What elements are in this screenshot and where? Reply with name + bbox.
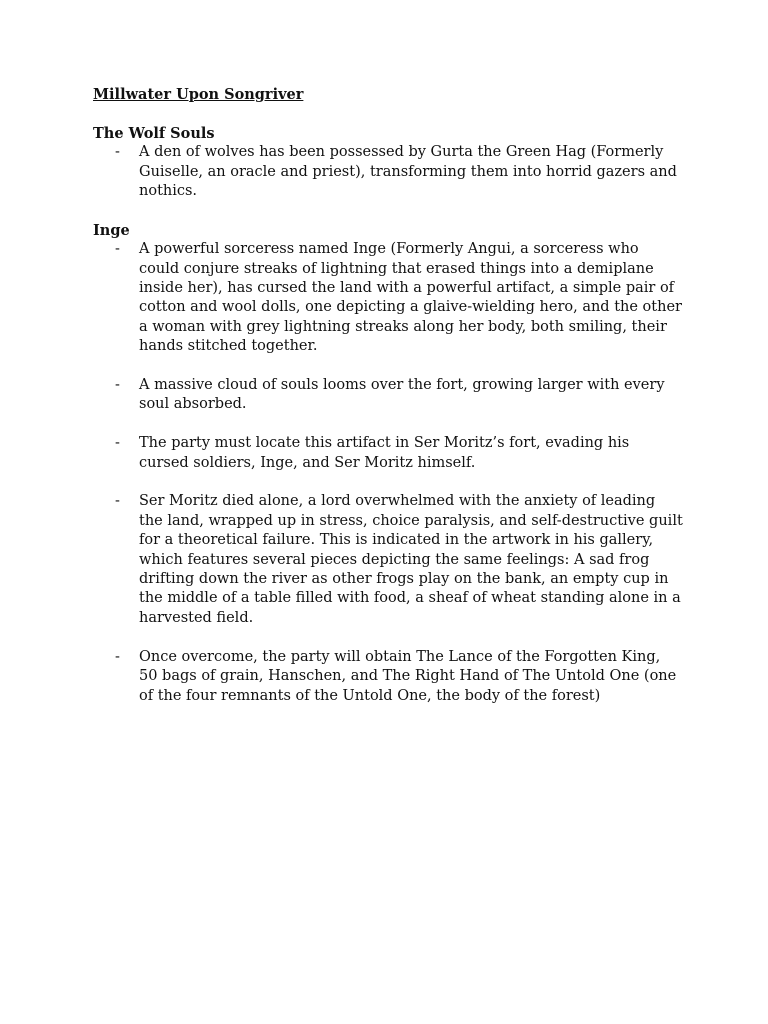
list-item-text: A massive cloud of souls looms over the fort, growing larger with every soul absorbed. xyxy=(139,377,665,413)
document-title: Millwater Upon Songriver xyxy=(93,86,304,103)
list-item xyxy=(93,143,683,201)
dash-bullet: - xyxy=(115,144,120,161)
list-item-text: Ser Moritz died alone, a lord overwhelmed with the anxiety of leading the land, wrapped up in stress, choice paralysis, and self-destructive guilt for a theoretical failure. This is indicated in the artwork in his gallery, which features several pieces depicting the same feelings: A sad frog drifting down the river as other frogs play on the bank, an empty cup in the middle of a table filled with food, a sheaf of wheat standing alone in a harvested field. xyxy=(139,493,683,626)
section-inge xyxy=(93,221,683,706)
document-page xyxy=(93,85,683,725)
dash-bullet: - xyxy=(115,241,120,258)
section-heading: The Wolf Souls xyxy=(93,124,215,142)
dash-bullet: - xyxy=(115,648,120,665)
list-item-text: The party must locate this artifact in Ser Moritz’s fort, evading his cursed soldiers, Inge, and Ser Moritz himself. xyxy=(139,435,630,471)
list-item-text: Once overcome, the party will obtain The Lance of the Forgotten King, 50 bags of grain, Hanschen, and The Right Hand of The Untold One (one of the four remnants of the Untold One, the body of the forest) xyxy=(139,648,677,704)
list-item xyxy=(93,240,683,356)
dash-bullet: - xyxy=(115,493,120,510)
dash-bullet: - xyxy=(115,435,120,452)
list-item xyxy=(93,648,683,706)
list-item-text: A powerful sorceress named Inge (Formerly Angui, a sorceress who could conjure streaks of lightning that erased things into a demiplane inside her), has cursed the land with a powerful artifact, a simple pair of cotton and wool dolls, one depicting a glaive-wielding hero, and the other a woman with grey lightning streaks along her body, both smiling, their hands stitched together. xyxy=(139,241,682,355)
list-item xyxy=(93,492,683,628)
dash-bullet: - xyxy=(115,377,120,394)
list-item xyxy=(93,376,683,415)
list-item-text: A den of wolves has been possessed by Gurta the Green Hag (Formerly Guiselle, an oracle and priest), transforming them into horrid gazers and nothics. xyxy=(139,144,677,200)
section-wolf-souls xyxy=(93,124,683,202)
section-heading: Inge xyxy=(93,221,130,239)
list-item xyxy=(93,434,683,473)
